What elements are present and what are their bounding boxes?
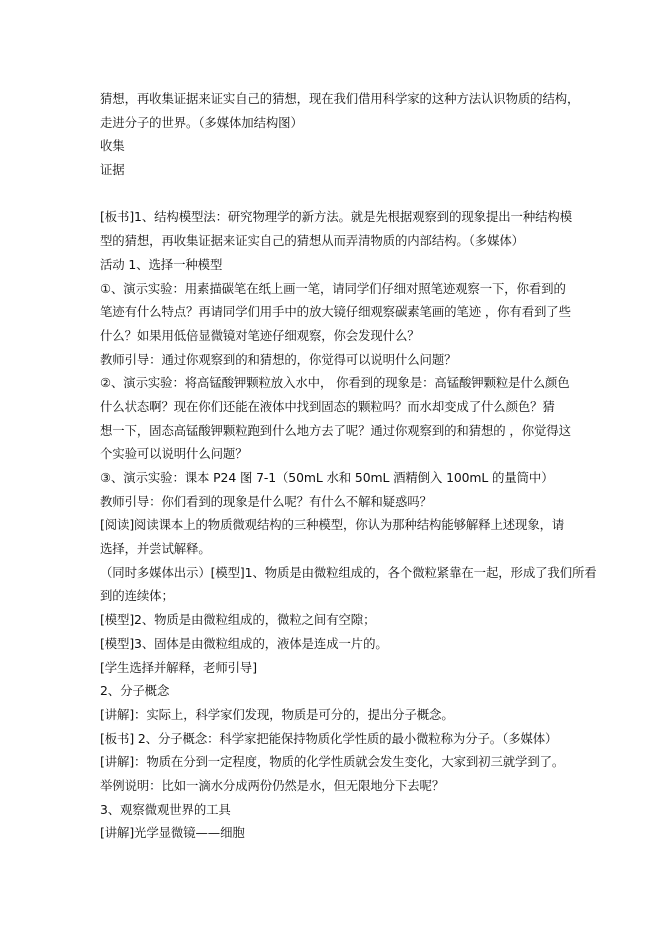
text-line: 活动 1、选择一种模型: [100, 256, 223, 272]
text-line: 什么状态啊？现在你们还能在液体中找到固态的颗粒吗？而水却变成了什么颜色？猜: [100, 398, 555, 414]
text-line: （同时多媒体出示）[模型]1、物质是由微粒组成的，各个微粒紧靠在一起，形成了我们所看: [100, 564, 597, 580]
text-line: 教师引导：通过你观察到的和猜想的，你觉得可以说明什么问题？: [100, 351, 457, 367]
text-line: 到的连续体；: [100, 588, 174, 604]
text-line: [模型]3、固体是由微粒组成的，液体是连成一片的。: [100, 635, 388, 651]
text-line: 走进分子的世界。（多媒体加结构图）: [100, 114, 303, 130]
text-line: [板书] 2、分子概念：科学家把能保持物质化学性质的最小微粒称为分子。（多媒体）: [100, 730, 558, 746]
text-line: 3、观察微观世界的工具: [100, 801, 231, 817]
text-line: 收集: [100, 138, 125, 154]
text-line: 证据: [100, 162, 125, 178]
text-line: 个实验可以说明什么问题？: [100, 446, 248, 462]
text-line: 笔迹有什么特点？再请同学们用手中的放大镜仔细观察碳素笔画的笔迹 ，你有看到了些: [100, 304, 571, 320]
text-line: ③、演示实验：课本 P24 图 7-1（50mL 水和 50mL 酒精倒入 100mL 的量筒中）: [100, 470, 554, 485]
text-line: [模型]2、物质是由微粒组成的，微粒之间有空隙；: [100, 612, 376, 628]
text-line: [讲解]光学显微镜——细胞: [100, 825, 245, 841]
text-line: [阅读]阅读课本上的物质微观结构的三种模型，你认为那种结构能够解释上述现象，请: [100, 517, 565, 533]
text-line: 举例说明：比如一滴水分成两份仍然是水，但无限地分下去呢？: [100, 777, 445, 793]
text-line: ②、演示实验：将高锰酸钾颗粒放入水中， 你看到的现象是：高锰酸钾颗粒是什么颜色: [100, 375, 570, 391]
text-line: [板书]1、结构模型法：研究物理学的新方法。就是先根据观察到的现象提出一种结构模: [100, 209, 573, 225]
text-line: 教师引导：你们看到的现象是什么呢？有什么不解和疑惑吗？: [100, 493, 432, 509]
text-line: 猜想，再收集证据来证实自己的猜想，现在我们借用科学家的这种方法认识物质的结构，: [100, 91, 580, 106]
text-line: 什么？如果用低倍显微镜对笔迹仔细观察，你会发现什么？: [100, 327, 420, 343]
text-line: 2、分子概念: [100, 683, 170, 699]
text-line: 选择，并尝试解释。: [100, 541, 211, 557]
text-line: 想一下，固态高锰酸钾颗粒跑到什么地方去了呢？通过你观察到的和猜想的 ，你觉得这: [100, 422, 571, 438]
blank-line: [100, 182, 580, 206]
text-line: 型的猜想，再收集证据来证实自己的猜想从而弄清物质的内部结构。（多媒体）: [100, 233, 524, 249]
text-line: ①、演示实验：用素描碳笔在纸上画一笔，请同学们仔细对照笔迹观察一下，你看到的: [100, 280, 566, 296]
text-line: [学生选择并解释，老师引导]: [100, 659, 257, 675]
text-line: [讲解]：物质在分到一定程度，物质的化学性质就会发生变化，大家到初三就学到了。: [100, 754, 565, 770]
text-line: [讲解]：实际上，科学家们发现，物质是可分的，提出分子概念。: [100, 706, 454, 722]
document-page: [100, 87, 597, 845]
